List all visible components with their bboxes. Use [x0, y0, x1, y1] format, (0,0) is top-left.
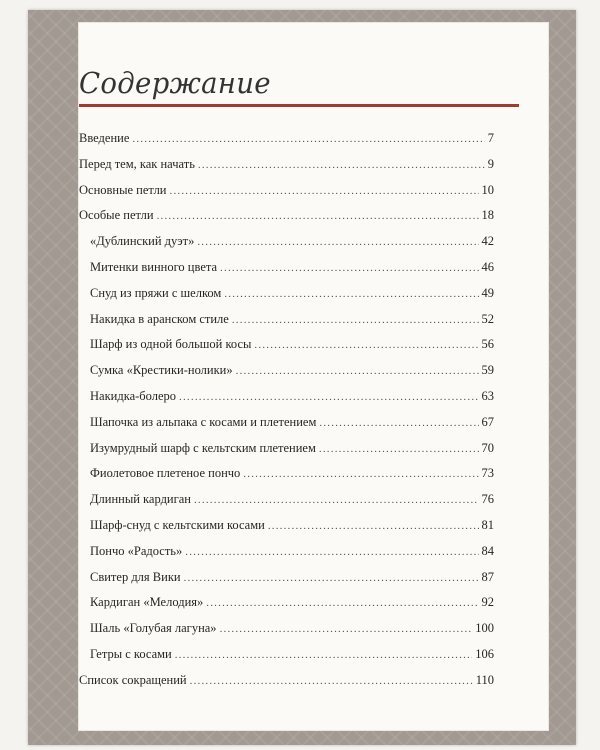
page-title: Содержание: [79, 66, 271, 100]
toc-entry-title: Сумка «Крестики-нолики»: [90, 363, 233, 378]
toc-page-number: 106: [475, 646, 494, 661]
toc-entry: [79, 466, 494, 492]
toc-page-number: 10: [481, 182, 494, 197]
dot-leader: [224, 288, 478, 300]
toc-entry-title: Основные петли: [79, 182, 167, 197]
toc-entry-title: Шарф из одной большой косы: [90, 337, 252, 352]
toc-entry: [79, 363, 494, 389]
toc-page-number: 18: [481, 208, 494, 223]
toc-entry-title: Снуд из пряжи с шелком: [90, 285, 222, 300]
dot-leader: [132, 133, 484, 145]
toc-entry-title: Особые петли: [79, 208, 154, 223]
toc-entry-title: Перед тем, как начать: [79, 156, 195, 171]
toc-entry-title: Шаль «Голубая лагуна»: [90, 621, 217, 636]
toc-entry: [79, 595, 494, 621]
toc-entry: [79, 208, 494, 234]
dot-leader: [175, 649, 473, 661]
toc-entry: [79, 260, 494, 286]
toc-entry: [79, 312, 494, 338]
toc-entry: [79, 131, 494, 157]
toc-entry: [79, 673, 494, 699]
toc-page-number: 7: [487, 131, 494, 145]
toc-page-number: 63: [481, 388, 494, 403]
toc-page-number: 70: [481, 440, 494, 455]
toc-entry-title: Введение: [79, 131, 130, 145]
dot-leader: [254, 339, 478, 351]
toc-entry: [79, 337, 494, 363]
toc-entry: [79, 389, 494, 415]
toc-page-number: 76: [481, 492, 494, 507]
toc-entry-title: Длинный кардиган: [90, 492, 191, 507]
toc-entry-title: Шапочка из альпака с косами и плетением: [90, 414, 317, 429]
toc-page-number: 84: [481, 543, 494, 558]
toc-entry-title: Список сокращений: [79, 672, 187, 687]
toc-entry: [79, 157, 494, 183]
dot-leader: [157, 210, 479, 222]
toc-page-number: 110: [475, 672, 494, 687]
dot-leader: [170, 185, 479, 197]
dot-leader: [232, 314, 479, 326]
toc-entry: [79, 441, 494, 467]
table-of-contents: [79, 131, 494, 699]
toc-page-number: 100: [475, 621, 494, 636]
toc-entry-title: Накидка в аранском стиле: [90, 311, 229, 326]
toc-entry-title: Гетры с косами: [90, 646, 172, 661]
dot-leader: [236, 365, 479, 377]
dot-leader: [197, 236, 478, 248]
toc-entry: [79, 286, 494, 312]
toc-entry: [79, 621, 494, 647]
toc-entry-title: Шарф-снуд с кельтскими косами: [90, 517, 265, 532]
toc-entry-title: Свитер для Вики: [90, 569, 181, 584]
dot-leader: [179, 391, 478, 403]
dot-leader: [194, 494, 479, 506]
dot-leader: [268, 520, 479, 532]
toc-page-number: 73: [481, 466, 494, 481]
dot-leader: [206, 597, 478, 609]
toc-entry-title: Кардиган «Мелодия»: [90, 595, 204, 610]
dot-leader: [185, 546, 478, 558]
toc-page-number: 9: [487, 156, 494, 171]
toc-page-number: 56: [481, 337, 494, 352]
toc-page-number: 59: [481, 363, 494, 378]
toc-entry-title: Митенки винного цвета: [90, 259, 218, 274]
toc-page-number: 92: [481, 595, 494, 610]
toc-entry: [79, 647, 494, 673]
toc-page-number: 87: [481, 569, 494, 584]
toc-entry-title: Пончо «Радость»: [90, 543, 183, 558]
toc-entry-title: Накидка-болеро: [90, 388, 177, 403]
dot-leader: [319, 417, 478, 429]
toc-page-number: 46: [481, 259, 494, 274]
dot-leader: [243, 468, 478, 480]
toc-entry: [79, 544, 494, 570]
dot-leader: [184, 572, 479, 584]
dot-leader: [190, 675, 473, 687]
dot-leader: [198, 159, 485, 171]
toc-page-number: 42: [481, 234, 494, 249]
toc-entry: [79, 183, 494, 209]
toc-page-number: 49: [481, 285, 494, 300]
toc-page-number: 81: [481, 517, 494, 532]
toc-entry: [79, 492, 494, 518]
toc-entry: [79, 234, 494, 260]
dot-leader: [220, 262, 478, 274]
toc-page-number: 52: [481, 311, 494, 326]
toc-entry-title: «Дублинский дуэт»: [90, 234, 195, 249]
toc-entry-title: Изумрудный шарф с кельтским плетением: [90, 440, 316, 455]
title-underline-rule: [79, 104, 519, 107]
dot-leader: [220, 623, 473, 635]
toc-entry: [79, 570, 494, 596]
dot-leader: [319, 443, 479, 455]
toc-entry-title: Фиолетовое плетеное пончо: [90, 466, 241, 481]
toc-entry: [79, 415, 494, 441]
toc-entry: [79, 518, 494, 544]
toc-page-number: 67: [481, 414, 494, 429]
